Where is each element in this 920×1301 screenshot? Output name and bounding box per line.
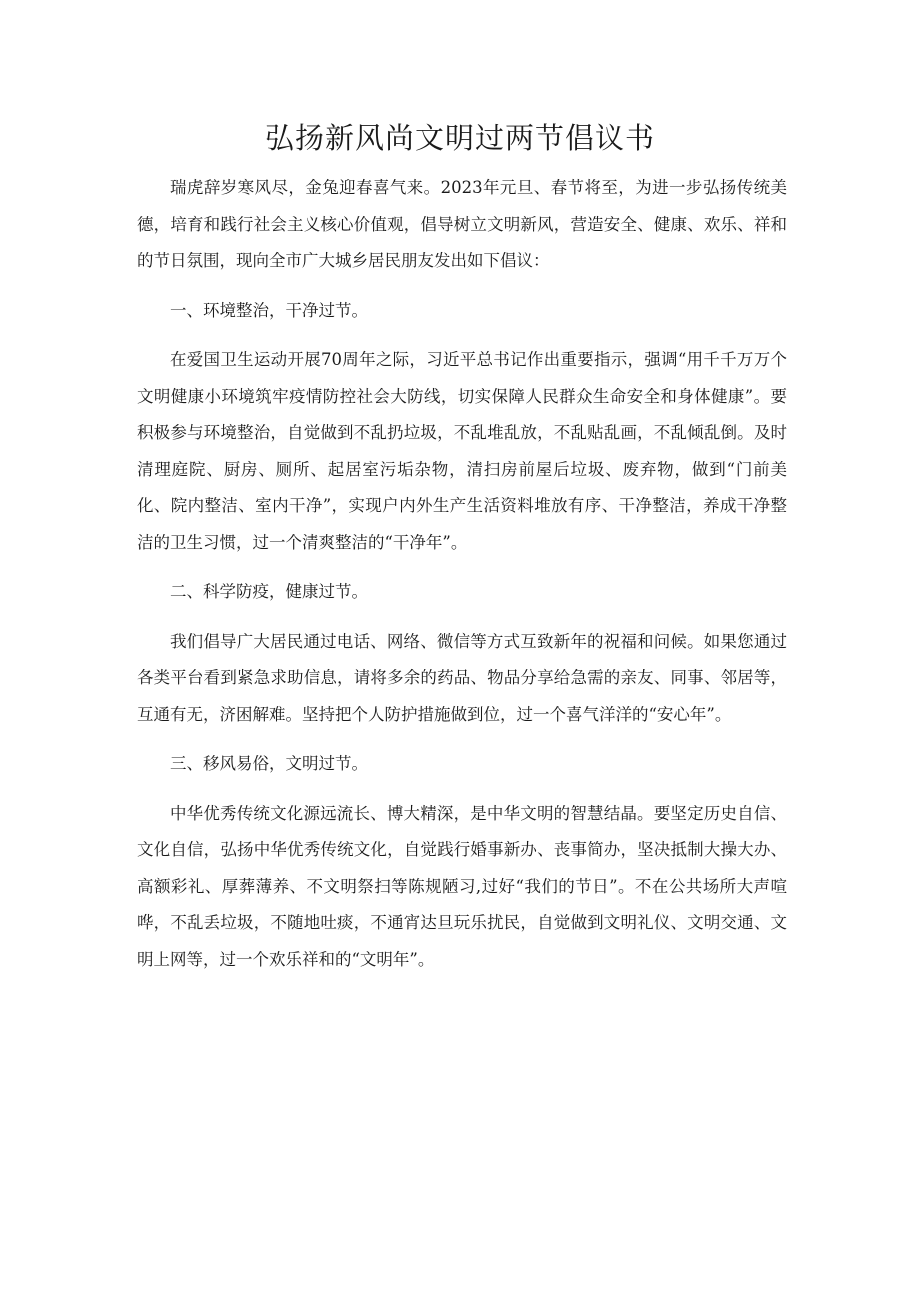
intro-paragraph: 瑞虎辞岁寒风尽，金兔迎春喜气来。2023年元旦、春节将至，为进一步弘扬传统美德，培育和践行社会主义核心价值观，倡导树立文明新风，营造安全、健康、欢乐、祥和的节日氛围，现向全市广大城乡居民朋友发出如下倡议： xyxy=(137,178,787,270)
section-paragraph-1: 在爱国卫生运动开展70周年之际，习近平总书记作出重要指示，强调“用千千万万个文明健康小环境筑牢疫情防控社会大防线，切实保障人民群众生命安全和身体健康”。要积极参与环境整治，自觉做到不乱扔垃圾，不乱堆乱放，不乱贴乱画，不乱倾乱倒。及时清理庭院、厨房、厕所、起居室污垢杂物，清扫房前屋后垃圾、废弃物，做到“门前美化、院内整洁、室内干净”，实现户内外生产生活资料堆放有序、干净整洁，养成干净整洁的卫生习惯，过一个清爽整洁的“干净年”。 xyxy=(137,350,787,552)
section-heading-1: 一、环境整治，干净过节。 xyxy=(170,300,368,320)
section-paragraph-3: 中华优秀传统文化源远流长、博大精深，是中华文明的智慧结晶。要坚定历史自信、文化自信，弘扬中华优秀传统文化，自觉践行婚事新办、丧事简办，坚决抵制大操大办、高额彩礼、厚葬薄养、不文明祭扫等陈规陋习,过好“我们的节日”。不在公共场所大声喧哗，不乱丢垃圾，不随地吐痰，不通宵达旦玩乐扰民，自觉做到文明礼仪、文明交通、文明上网等，过一个欢乐祥和的“文明年”。 xyxy=(137,803,787,969)
section-heading-2: 二、科学防疫，健康过节。 xyxy=(170,582,368,601)
section-paragraph-2: 我们倡导广大居民通过电话、网络、微信等方式互致新年的祝福和问候。如果您通过各类平台看到紧急求助信息，请将多余的药品、物品分享给急需的亲友、同事、邻居等，互通有无，济困解难。坚持把个人防护措施做到位，过一个喜气洋洋的“安心年”。 xyxy=(137,631,787,724)
section-heading-3: 三、移风易俗，文明过节。 xyxy=(170,754,368,773)
document-body xyxy=(137,170,787,978)
document-title: 弘扬新风尚文明过两节倡议书 xyxy=(264,121,655,155)
